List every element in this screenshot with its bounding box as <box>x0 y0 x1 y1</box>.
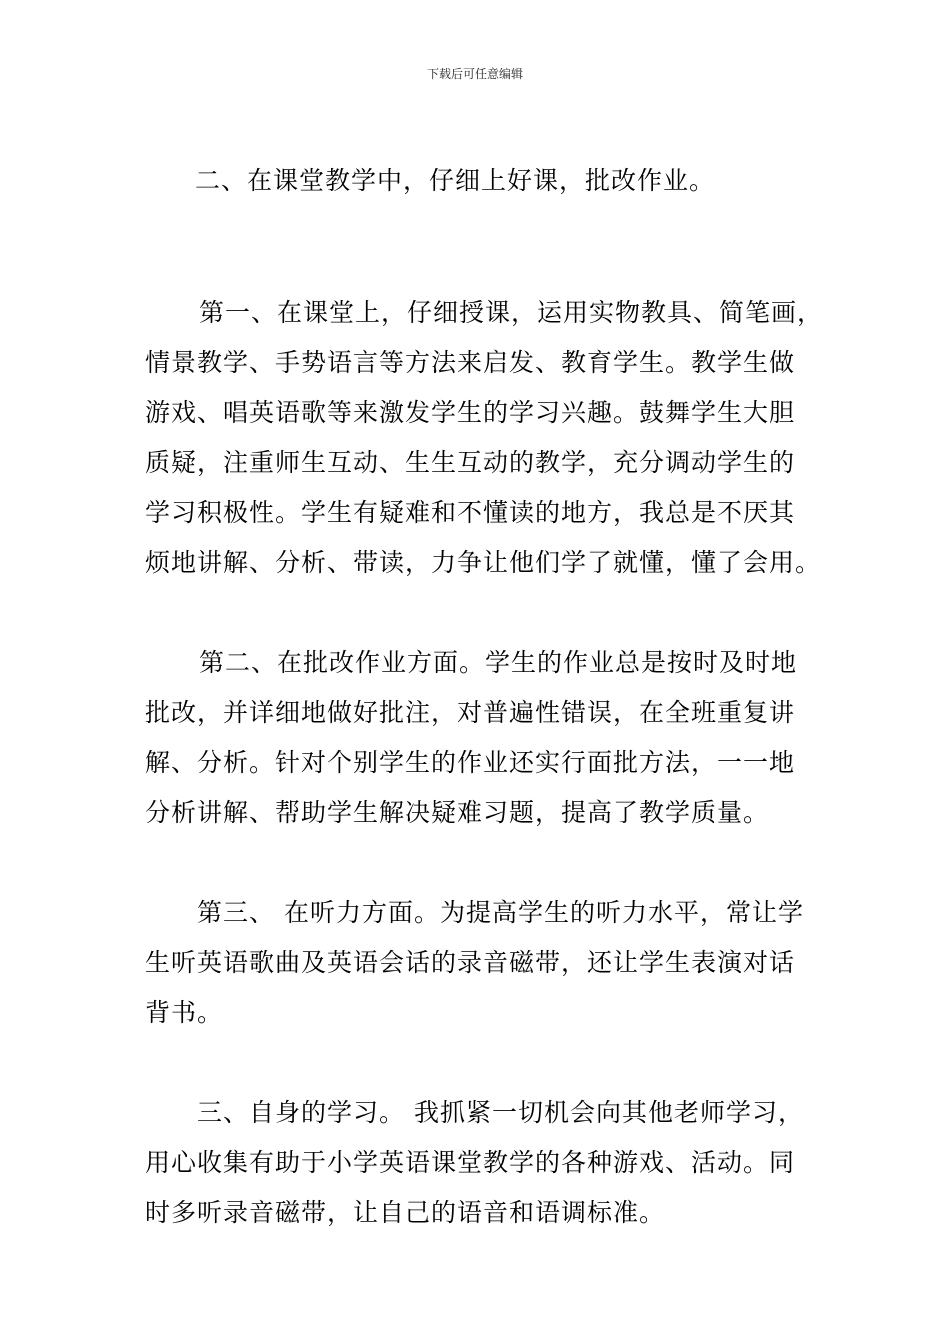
text-line: 三、自身的学习。 我抓紧一切机会向其他老师学习， <box>197 1098 804 1127</box>
text-line: 情景教学、手势语言等方法来启发、教育学生。教学生做 <box>145 348 796 377</box>
paragraph-first <box>145 288 824 588</box>
text-line: 分析讲解、帮助学生解决疑难习题，提高了教学质量。 <box>145 798 770 827</box>
text-line: 第二、在批改作业方面。学生的作业总是按时及时地 <box>199 648 798 677</box>
text-line: 解、分析。针对个别学生的作业还实行面批方法，一一地 <box>145 748 796 777</box>
text-line: 背书。 <box>145 998 224 1027</box>
page-header-note: 下载后可任意编辑 <box>426 67 523 81</box>
document-body <box>145 156 824 1238</box>
section-three <box>145 1088 815 1238</box>
text-line: 质疑，注重师生互动、生生互动的教学，充分调动学生的 <box>145 448 796 477</box>
text-line: 第三、 在听力方面。为提高学生的听力水平，常让学 <box>197 898 804 927</box>
paragraph-third <box>145 888 815 1038</box>
text-line: 第一、在课堂上，仔细授课，运用实物教具、简笔画， <box>199 298 824 327</box>
text-line: 二、在课堂教学中，仔细上好课，批改作业。 <box>195 166 716 195</box>
text-line: 批改，并详细地做好批注，对普遍性错误，在全班重复讲 <box>145 698 796 727</box>
text-line: 烦地讲解、分析、带读，力争让他们学了就懂，懂了会用。 <box>145 548 822 577</box>
text-line: 学习积极性。学生有疑难和不懂读的地方，我总是不厌其 <box>145 498 796 527</box>
text-line: 用心收集有助于小学英语课堂教学的各种游戏、活动。同 <box>145 1148 796 1177</box>
text-line: 时多听录音磁带，让自己的语音和语调标准。 <box>145 1198 666 1227</box>
text-line: 生听英语歌曲及英语会话的录音磁带，还让学生表演对话 <box>145 948 796 977</box>
text-line: 游戏、唱英语歌等来激发学生的学习兴趣。鼓舞学生大胆 <box>145 398 796 427</box>
paragraph-second <box>145 638 815 838</box>
section-two-heading <box>145 156 815 206</box>
